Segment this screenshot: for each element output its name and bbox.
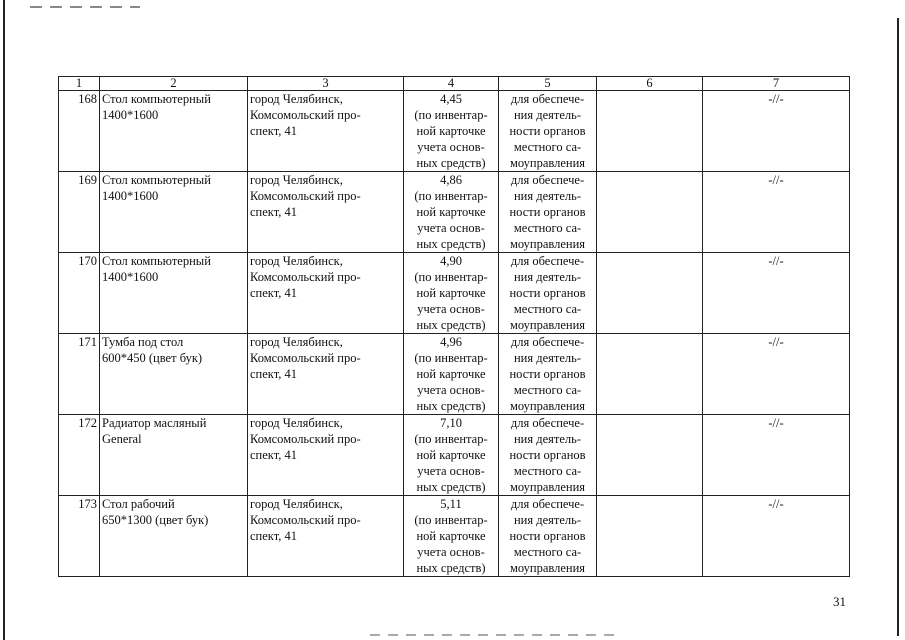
item-col7: -//- <box>703 253 850 334</box>
item-address-line: Комсомольский про- <box>250 270 361 284</box>
table-row <box>59 496 850 577</box>
item-address-line: спект, 41 <box>250 124 297 138</box>
item-address-line: город Челябинск, <box>250 497 343 511</box>
item-name-line: Стол компьютерный <box>102 254 211 268</box>
item-col7: -//- <box>703 172 850 253</box>
item-col7: -//- <box>703 334 850 415</box>
header-row <box>59 77 850 91</box>
item-name <box>100 334 248 415</box>
table-row <box>59 253 850 334</box>
item-address <box>248 253 404 334</box>
item-name-line: 1400*1600 <box>102 270 159 284</box>
item-purpose-line: для обеспече- <box>510 173 585 187</box>
item-purpose-line: местного са- <box>513 464 582 478</box>
table-row <box>59 334 850 415</box>
item-purpose-line: ности органов <box>509 205 586 219</box>
item-col6 <box>597 334 703 415</box>
scan-mark-top <box>30 6 140 8</box>
item-purpose-line: моуправления <box>509 318 586 332</box>
header-cell-4: 4 <box>404 77 499 91</box>
item-value <box>404 253 499 334</box>
item-value-line: 4,96 <box>440 335 462 349</box>
item-purpose <box>499 415 597 496</box>
item-value-line: 7,10 <box>440 416 462 430</box>
item-purpose-line: местного са- <box>513 221 582 235</box>
item-purpose-line: ния деятель- <box>513 351 582 365</box>
table-row <box>59 91 850 172</box>
item-value-line: ной карточке <box>416 448 486 462</box>
item-purpose-line: ния деятель- <box>513 432 582 446</box>
item-name-line: Стол компьютерный <box>102 173 211 187</box>
item-value-line: ной карточке <box>416 529 486 543</box>
item-value-line: (по инвентар- <box>414 351 488 365</box>
item-value <box>404 496 499 577</box>
item-address <box>248 415 404 496</box>
scan-edge-left <box>3 0 5 640</box>
item-value-line: (по инвентар- <box>414 108 488 122</box>
item-address-line: город Челябинск, <box>250 173 343 187</box>
item-purpose-line: ния деятель- <box>513 270 582 284</box>
item-purpose-line: ности органов <box>509 448 586 462</box>
item-address-line: Комсомольский про- <box>250 189 361 203</box>
item-address <box>248 172 404 253</box>
item-purpose-line: моуправления <box>509 156 586 170</box>
table-row <box>59 415 850 496</box>
item-value-line: учета основ- <box>417 383 485 397</box>
item-purpose-line: моуправления <box>509 480 586 494</box>
item-purpose-line: местного са- <box>513 545 582 559</box>
item-purpose <box>499 253 597 334</box>
item-value-line: ной карточке <box>416 205 486 219</box>
item-value-line: ных средств) <box>416 156 486 170</box>
item-value-line: 4,45 <box>440 92 462 106</box>
item-name <box>100 172 248 253</box>
item-value-line: ной карточке <box>416 124 486 138</box>
item-address-line: город Челябинск, <box>250 335 343 349</box>
item-address-line: спект, 41 <box>250 286 297 300</box>
item-value-line: ной карточке <box>416 367 486 381</box>
item-purpose-line: для обеспече- <box>510 335 585 349</box>
item-purpose <box>499 496 597 577</box>
item-value-line: ных средств) <box>416 399 486 413</box>
item-col7: -//- <box>703 91 850 172</box>
item-value <box>404 172 499 253</box>
item-purpose-line: ности органов <box>509 286 586 300</box>
item-value-line: учета основ- <box>417 302 485 316</box>
item-value-line: ных средств) <box>416 318 486 332</box>
item-purpose-line: ности органов <box>509 367 586 381</box>
item-purpose-line: ния деятель- <box>513 108 582 122</box>
item-purpose-line: моуправления <box>509 399 586 413</box>
item-name <box>100 496 248 577</box>
item-purpose-line: местного са- <box>513 302 582 316</box>
item-purpose-line: моуправления <box>509 237 586 251</box>
item-value-line: ных средств) <box>416 480 486 494</box>
item-name-line: General <box>102 432 142 446</box>
item-value-line: 4,90 <box>440 254 462 268</box>
item-address-line: Комсомольский про- <box>250 513 361 527</box>
item-col7: -//- <box>703 496 850 577</box>
item-col6 <box>597 253 703 334</box>
header-cell-2: 2 <box>100 77 248 91</box>
item-value-line: учета основ- <box>417 545 485 559</box>
item-value-line: (по инвентар- <box>414 432 488 446</box>
row-number: 170 <box>59 253 100 334</box>
item-value <box>404 334 499 415</box>
item-purpose-line: ния деятель- <box>513 513 582 527</box>
item-value <box>404 415 499 496</box>
item-address <box>248 496 404 577</box>
item-address-line: Комсомольский про- <box>250 351 361 365</box>
property-table <box>58 76 850 577</box>
item-value-line: ных средств) <box>416 561 486 575</box>
item-name-line: 650*1300 (цвет бук) <box>102 513 209 527</box>
item-col6 <box>597 172 703 253</box>
item-value-line: (по инвентар- <box>414 270 488 284</box>
item-value <box>404 91 499 172</box>
item-purpose-line: моуправления <box>509 561 586 575</box>
item-purpose-line: ности органов <box>509 124 586 138</box>
item-address-line: город Челябинск, <box>250 92 343 106</box>
item-address-line: Комсомольский про- <box>250 432 361 446</box>
item-purpose-line: для обеспече- <box>510 254 585 268</box>
row-number: 172 <box>59 415 100 496</box>
item-name-line: 600*450 (цвет бук) <box>102 351 203 365</box>
item-address-line: город Челябинск, <box>250 254 343 268</box>
item-name <box>100 91 248 172</box>
item-col7: -//- <box>703 415 850 496</box>
header-cell-3: 3 <box>248 77 404 91</box>
row-number: 171 <box>59 334 100 415</box>
item-name <box>100 415 248 496</box>
header-cell-1: 1 <box>59 77 100 91</box>
header-cell-6: 6 <box>597 77 703 91</box>
item-purpose-line: местного са- <box>513 140 582 154</box>
item-purpose-line: для обеспече- <box>510 497 585 511</box>
item-name-line: Стол рабочий <box>102 497 175 511</box>
header-cell-7: 7 <box>703 77 850 91</box>
item-address-line: спект, 41 <box>250 529 297 543</box>
item-purpose-line: местного са- <box>513 383 582 397</box>
item-name-line: Тумба под стол <box>102 335 184 349</box>
table-row <box>59 172 850 253</box>
item-col6 <box>597 415 703 496</box>
item-value-line: учета основ- <box>417 464 485 478</box>
row-number: 168 <box>59 91 100 172</box>
scan-mark-bottom <box>370 634 620 636</box>
header-cell-5: 5 <box>499 77 597 91</box>
item-purpose-line: ности органов <box>509 529 586 543</box>
item-purpose-line: для обеспече- <box>510 416 585 430</box>
item-value-line: (по инвентар- <box>414 189 488 203</box>
item-address <box>248 91 404 172</box>
item-col6 <box>597 496 703 577</box>
item-address-line: спект, 41 <box>250 448 297 462</box>
item-col6 <box>597 91 703 172</box>
item-address-line: город Челябинск, <box>250 416 343 430</box>
row-number: 169 <box>59 172 100 253</box>
item-value-line: (по инвентар- <box>414 513 488 527</box>
item-value-line: ной карточке <box>416 286 486 300</box>
row-number: 173 <box>59 496 100 577</box>
item-address-line: спект, 41 <box>250 205 297 219</box>
item-value-line: ных средств) <box>416 237 486 251</box>
scan-edge-right <box>897 18 899 636</box>
item-name-line: Радиатор масляный <box>102 416 207 430</box>
item-name-line: 1400*1600 <box>102 189 159 203</box>
item-purpose-line: ния деятель- <box>513 189 582 203</box>
item-value-line: 4,86 <box>440 173 462 187</box>
item-purpose <box>499 91 597 172</box>
item-value-line: учета основ- <box>417 221 485 235</box>
item-value-line: 5,11 <box>440 497 462 511</box>
item-name-line: Стол компьютерный <box>102 92 211 106</box>
item-purpose <box>499 172 597 253</box>
page-number: 31 <box>833 594 846 609</box>
item-name <box>100 253 248 334</box>
item-address-line: Комсомольский про- <box>250 108 361 122</box>
item-name-line: 1400*1600 <box>102 108 159 122</box>
item-address-line: спект, 41 <box>250 367 297 381</box>
item-purpose-line: для обеспече- <box>510 92 585 106</box>
item-purpose <box>499 334 597 415</box>
item-address <box>248 334 404 415</box>
item-value-line: учета основ- <box>417 140 485 154</box>
